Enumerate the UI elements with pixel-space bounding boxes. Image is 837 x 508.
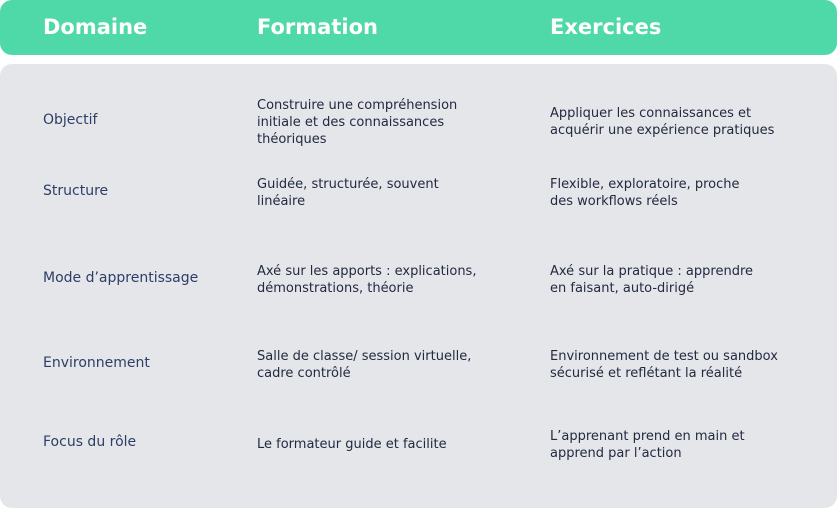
cell-line: en faisant, auto-dirigé: [550, 281, 695, 296]
exercices-structure: [550, 176, 740, 210]
row-label-mode-apprentissage: Mode d’apprentissage: [43, 270, 199, 286]
cell-line: L’apprenant prend en main et: [550, 429, 745, 444]
formation-mode-apprentissage: [257, 263, 476, 297]
cell-line: sécurisé et reflétant la réalité: [550, 366, 743, 381]
exercices-objectif: [550, 105, 774, 139]
cell-line: Axé sur la pratique : apprendre: [550, 264, 753, 279]
exercices-environnement: [550, 348, 778, 382]
formation-focus-role: [257, 436, 447, 453]
row-label-focus-role: Focus du rôle: [43, 434, 137, 450]
header-formation: Formation: [257, 15, 378, 39]
cell-line: apprend par l’action: [550, 446, 682, 461]
exercices-focus-role: [550, 428, 745, 462]
row-label-environnement: Environnement: [43, 355, 150, 371]
row-label-objectif: Objectif: [43, 112, 98, 128]
header-exercices: Exercices: [550, 15, 662, 39]
row-label-structure: Structure: [43, 183, 109, 199]
cell-line: linéaire: [257, 194, 306, 209]
cell-line: initiale et des connaissances: [257, 115, 445, 130]
cell-line: Construire une compréhension: [257, 98, 458, 113]
header-domaine: Domaine: [43, 15, 148, 39]
formation-environnement: [257, 348, 471, 382]
cell-line: démonstrations, théorie: [257, 281, 414, 296]
cell-line: des workflows réels: [550, 194, 678, 209]
cell-line: Environnement de test ou sandbox: [550, 349, 778, 364]
exercices-mode-apprentissage: [550, 263, 753, 297]
formation-structure: [257, 176, 439, 210]
cell-line: acquérir une expérience pratiques: [550, 123, 775, 138]
cell-line: cadre contrôlé: [257, 366, 351, 381]
cell-line: Salle de classe/ session virtuelle,: [257, 349, 472, 364]
cell-line: Guidée, structurée, souvent: [257, 177, 439, 192]
cell-line: Axé sur les apports : explications,: [257, 264, 477, 279]
formation-objectif: [257, 97, 457, 148]
cell-line: théoriques: [257, 132, 327, 147]
cell-line: Appliquer les connaissances et: [550, 106, 752, 121]
table-header: [0, 0, 837, 55]
cell-line: Flexible, exploratoire, proche: [550, 177, 740, 192]
cell-line: Le formateur guide et facilite: [257, 437, 447, 452]
